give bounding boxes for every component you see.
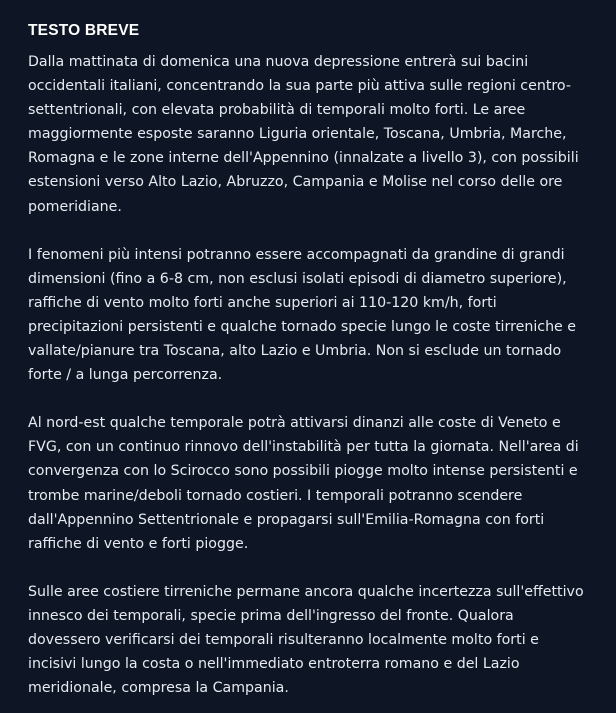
section-title: TESTO BREVE	[28, 22, 140, 39]
paragraph-phenomena: I fenomeni più intensi potranno essere accompagnati da grandine di grandi dimensioni (fino a 6-8 cm, non esclusi isolati episodi di diametro superiore), raffiche di vento molto forti anche superiori ai 110-120 km/h, forti precipitazioni persistenti e qualche tornado specie lungo le coste tirreniche e vallate/pianure tra Toscana, alto Lazio e Umbria. Non si esclude un tornado forte / a lunga percorrenza.	[28, 246, 577, 384]
paragraph-tyrrhenian-coast: Sulle aree costiere tirreniche permane ancora qualche incertezza sull'effettivo innesco dei temporali, specie prima dell'ingresso del fronte. Qualora dovessero verificarsi dei temporali risulteranno localmente molto forti e incisivi lungo la costa o nell'immediato entroterra romano e del Lazio meridionale, compresa la Campania.	[28, 583, 584, 697]
paragraph-northeast: Al nord-est qualche temporale potrà attivarsi dinanzi alle coste di Veneto e FVG, con un continuo rinnovo dell'instabilità per tutta la giornata. Nell'area di convergenza con lo Scirocco sono possibili piogge molto intense persistenti e trombe marine/deboli tornado costieri. I temporali potranno scendere dall'Appennino Settentrionale e propagarsi sull'Emilia-Romagna con forti raffiche di vento e forti piogge.	[28, 415, 579, 552]
paragraph-overview: Dalla mattinata di domenica una nuova depressione entrerà sui bacini occidentali italiani, concentrando la sua parte più attiva sulle regioni centro-settentrionali, con elevata probabilità di temporali molto forti. Le aree maggiormente esposte saranno Liguria orientale, Toscana, Umbria, Marche, Romagna e le zone interne dell'Appennino (innalzate a livello 3), con possibili estensioni verso Alto Lazio, Abruzzo, Campania e Molise nel corso delle ore pomeridiane.	[28, 54, 579, 215]
